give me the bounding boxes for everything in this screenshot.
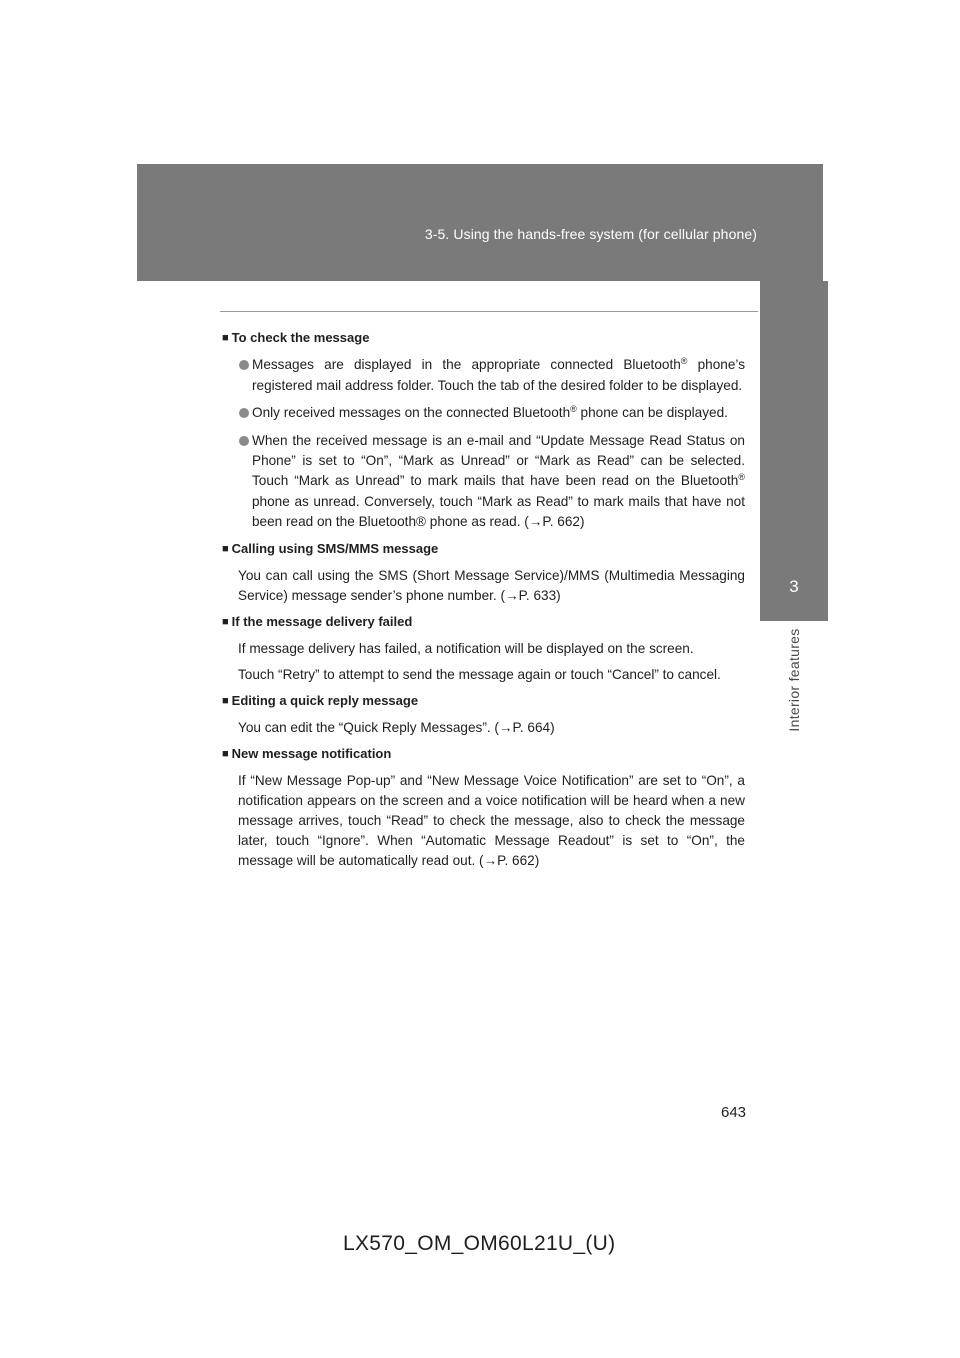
- section-calling-sms: [222, 539, 745, 606]
- chapter-label: Interior features: [786, 628, 802, 732]
- paragraph: You can call using the SMS (Short Message Service)/MMS (Multimedia Messaging Service) message sender’s phone number. (→P. 633): [238, 568, 745, 603]
- bullet-dot-icon: [239, 360, 249, 370]
- section-heading: ■ To check the message: [222, 330, 370, 345]
- page-number: 643: [721, 1104, 747, 1121]
- square-bullet-icon: ■: [222, 695, 229, 707]
- list-item: When the received message is an e-mail and “Update Message Read Status on Phone” is set to “On”, “Mark as Unread” or “Mark as Read” can be selected. Touch “Mark as Unread” to mark mails that have been read on the Bluetooth® phone as unread. Conversely, touch “Mark as Read” to mark mails that have not been read on the Bluetooth® phone as read. (→P. 662): [222, 431, 745, 532]
- section-heading: ■ New message notification: [222, 746, 392, 761]
- section-heading: ■ Calling using SMS/MMS message: [222, 541, 439, 556]
- section-new-message: [222, 744, 745, 871]
- section-heading: ■ If the message delivery failed: [222, 614, 413, 629]
- section-quick-reply: [222, 691, 745, 738]
- section-delivery-failed: [222, 612, 745, 685]
- square-bullet-icon: ■: [222, 616, 229, 628]
- section-heading: ■ Editing a quick reply message: [222, 693, 419, 708]
- paragraph: If message delivery has failed, a notification will be displayed on the screen.: [238, 641, 694, 656]
- square-bullet-icon: ■: [222, 543, 229, 555]
- chapter-number: 3: [789, 577, 799, 596]
- section-title: 3-5. Using the hands-free system (for cellular phone): [424, 226, 757, 242]
- chapter-tab: [760, 281, 828, 621]
- paragraph: Touch “Retry” to attempt to send the message again or touch “Cancel” to cancel.: [238, 667, 721, 682]
- document-code: LX570_OM_OM60L21U_(U): [343, 1232, 616, 1255]
- header-band: [137, 164, 823, 281]
- bullet-dot-icon: [239, 408, 249, 418]
- list-item: Only received messages on the connected Bluetooth® phone can be displayed.: [222, 403, 745, 424]
- square-bullet-icon: ■: [222, 748, 229, 760]
- paragraph: If “New Message Pop-up” and “New Message Voice Notification” are set to “On”, a notification appears on the screen and a voice notification will be heard when a new message arrives, touch “Read” to check the message, also to check the message later, touch “Ignore”. When “Automatic Message Readout” is set to “On”, the message will be automatically read out. (→P. 662): [238, 773, 745, 868]
- top-rule: [220, 311, 758, 312]
- page-content: [222, 328, 745, 877]
- list-item: Messages are displayed in the appropriate connected Bluetooth® phone’s registered mail address folder. Touch the tab of the desired folder to be displayed.: [222, 355, 745, 396]
- bullet-dot-icon: [239, 436, 249, 446]
- square-bullet-icon: ■: [222, 332, 229, 344]
- paragraph: You can edit the “Quick Reply Messages”. (→P. 664): [238, 720, 555, 735]
- section-check-message: [222, 328, 745, 532]
